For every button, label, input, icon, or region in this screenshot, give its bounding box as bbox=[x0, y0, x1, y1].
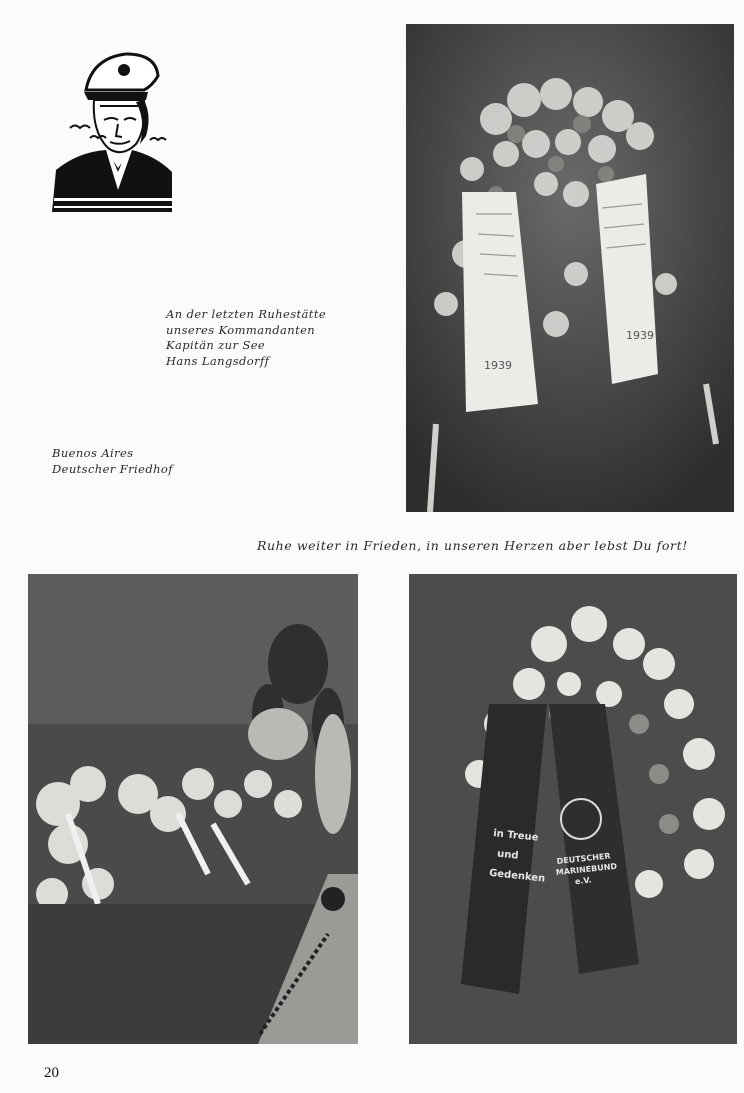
ribbon-text-line: in Treue bbox=[492, 828, 539, 844]
page-number: 20 bbox=[44, 1065, 59, 1081]
caption-line: Kapitän zur See bbox=[166, 338, 266, 352]
ribbon-text-line: MARINEBUND bbox=[555, 861, 618, 878]
location-label bbox=[52, 446, 173, 477]
grave-caption bbox=[166, 307, 326, 369]
location-line: Buenos Aires bbox=[52, 446, 134, 460]
ribbon-year-left: 1939 bbox=[484, 359, 512, 372]
ribbon-text-line: DEUTSCHER bbox=[556, 851, 611, 866]
ribbon-text-line: Gedenken bbox=[488, 867, 546, 885]
caption-line: unseres Kommandanten bbox=[166, 322, 316, 337]
ribbon-text-line: e.V. bbox=[574, 875, 593, 887]
motto-line: Ruhe weiter in Frieden, in unseren Herzen aber lebst Du fort! bbox=[257, 538, 688, 553]
photo-graveside-mourners bbox=[28, 574, 358, 1044]
ribbon-year-right: 1939 bbox=[626, 329, 654, 342]
photo-wreath-marinebund bbox=[409, 574, 737, 1044]
portrait-sketch bbox=[48, 40, 176, 216]
photo-wreath-ribbons bbox=[406, 24, 734, 512]
location-line: Deutscher Friedhof bbox=[52, 461, 173, 476]
caption-line: An der letzten Ruhestätte bbox=[166, 307, 327, 321]
caption-line: Hans Langsdorff bbox=[166, 353, 270, 368]
ribbon-text-line: und bbox=[496, 848, 520, 862]
